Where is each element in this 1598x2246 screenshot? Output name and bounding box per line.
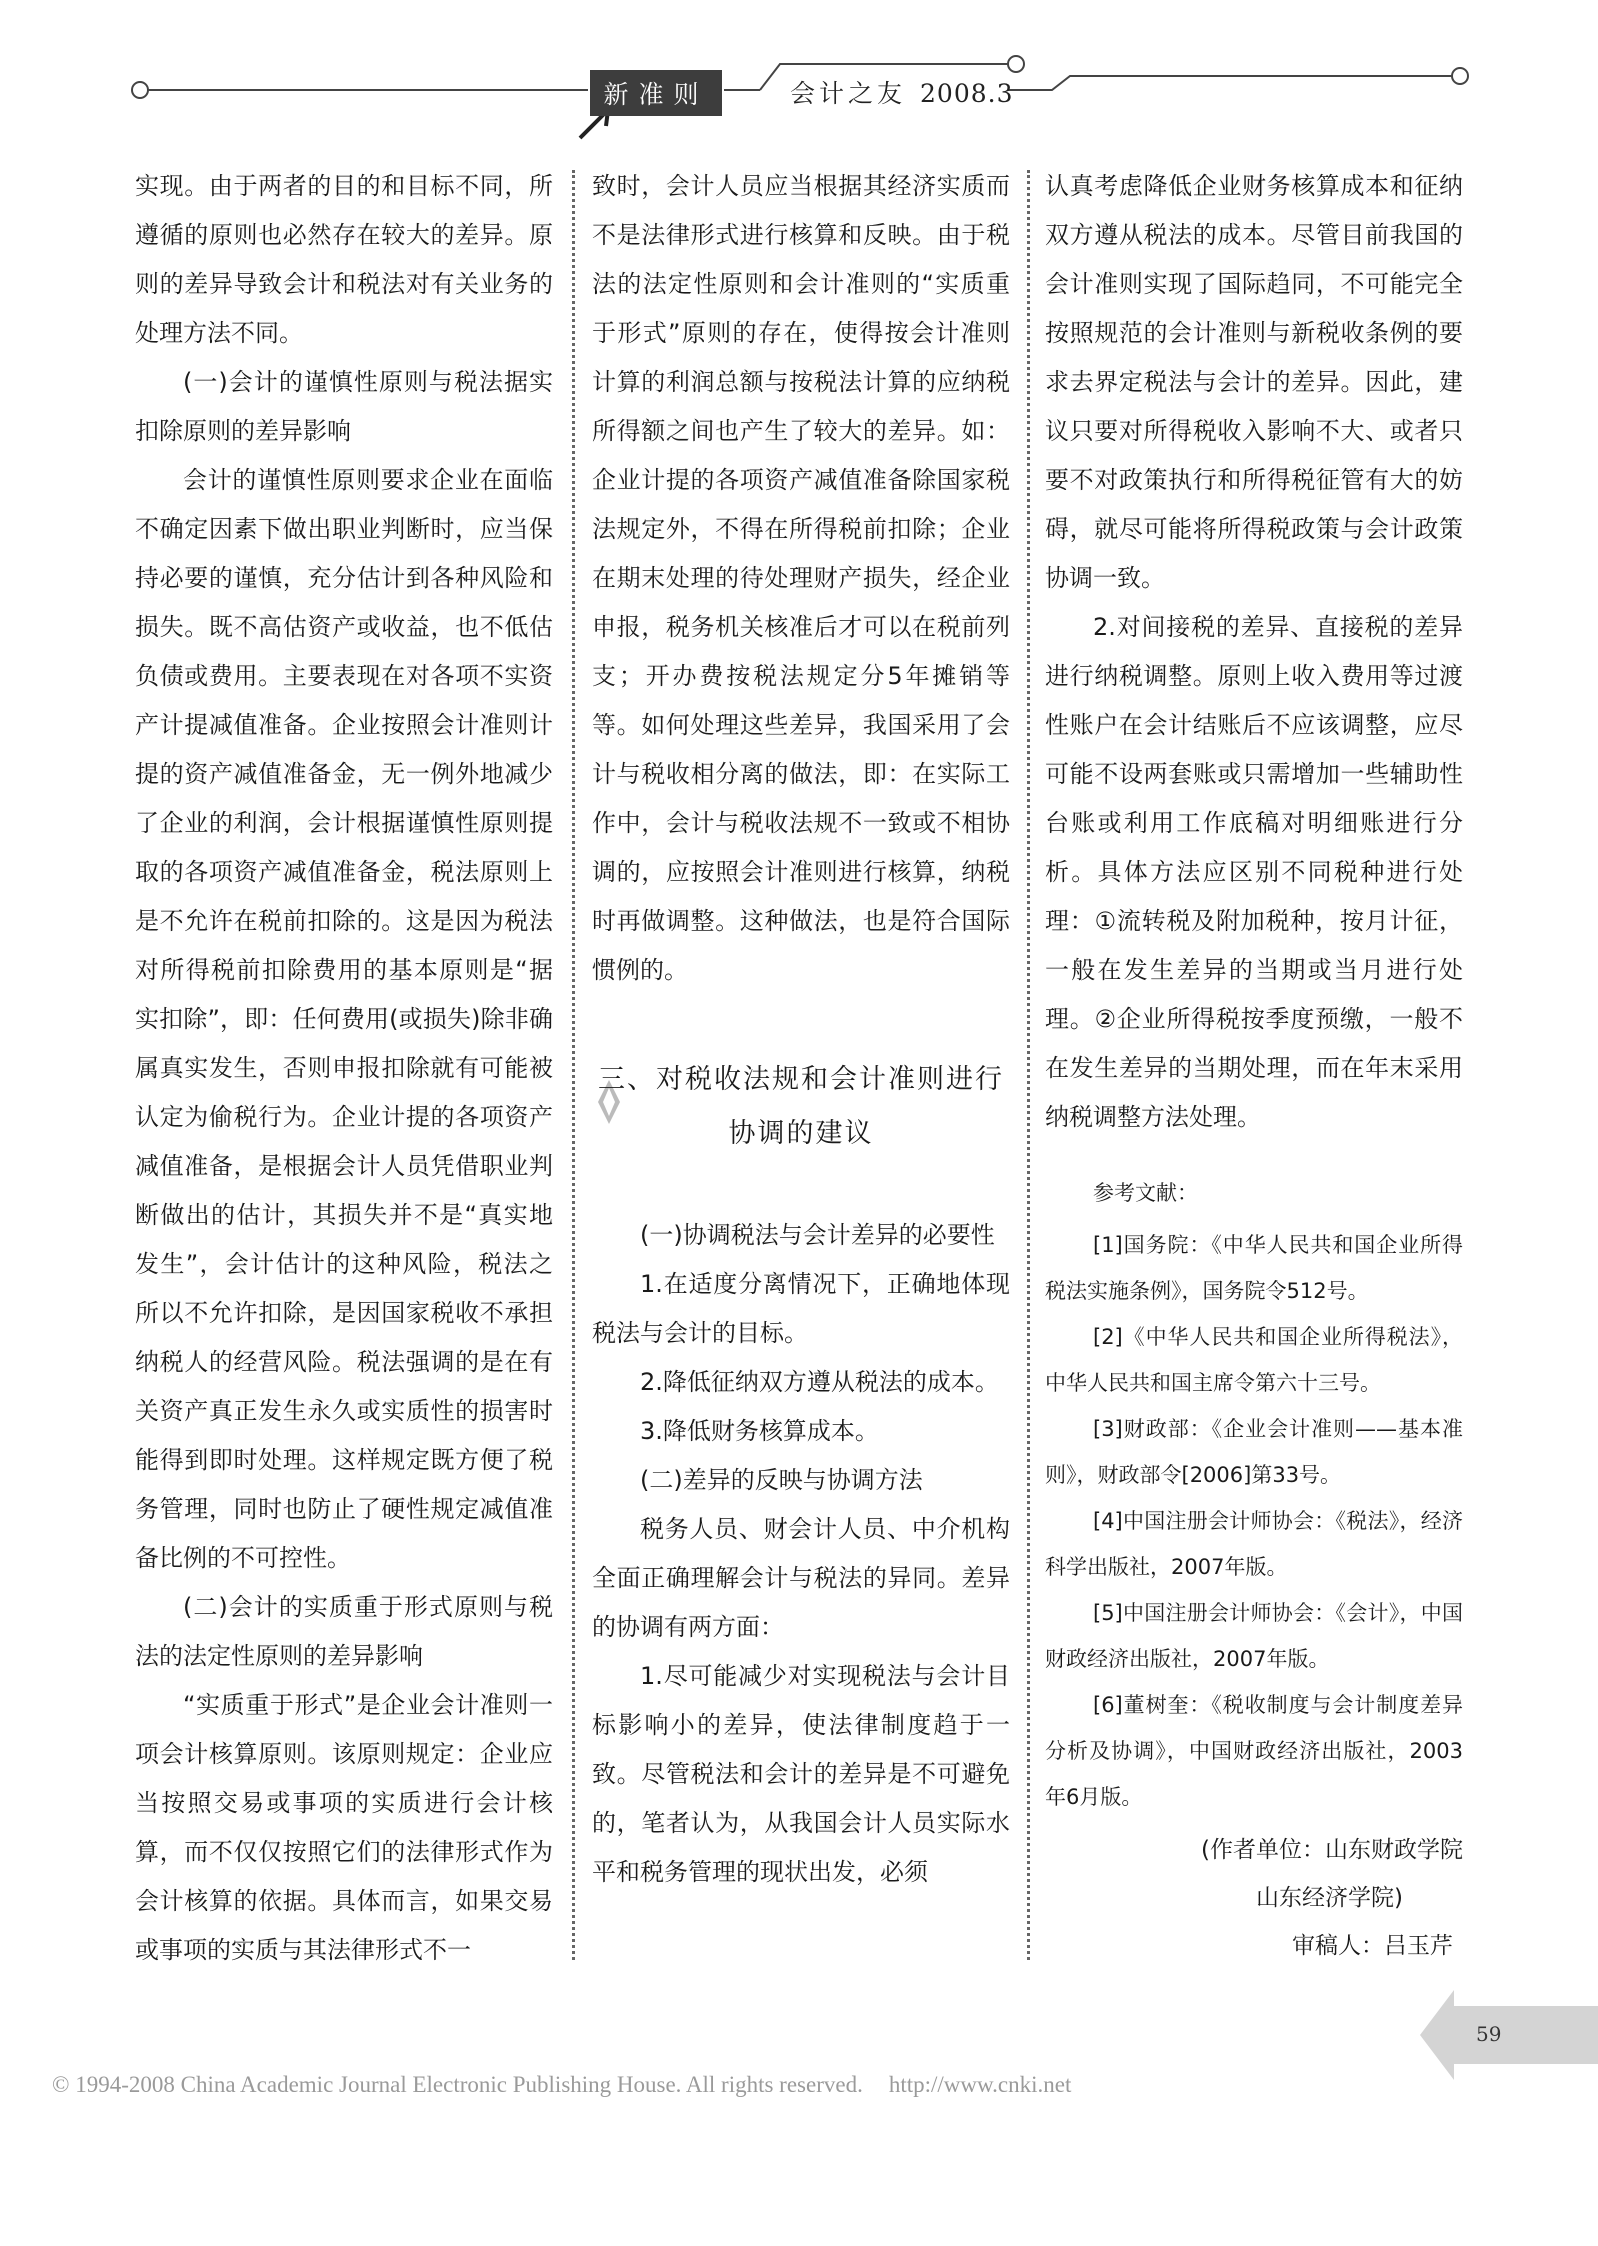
reference-item: [1]国务院：《中华人民共和国企业所得税法实施条例》，国务院令512号。	[1045, 1233, 1463, 1303]
subsection-heading: (一)会计的谨慎性原则与税法据实扣除原则的差异影响	[135, 368, 553, 445]
copyright-footer	[52, 2072, 1071, 2098]
footer-url[interactable]: http://www.cnki.net	[888, 2072, 1072, 2097]
paragraph: 实现。由于两者的目的和目标不同，所遵循的原则也必然存在较大的差异。原则的差异导致会计和税法对有关业务的处理方法不同。	[135, 172, 553, 347]
subsection-heading: (二)会计的实质重于形式原则与税法的法定性原则的差异影响	[135, 1593, 553, 1670]
paragraph: 会计的谨慎性原则要求企业在面临不确定因素下做出职业判断时，应当保持必要的谨慎，充分估计到各种风险和损失。既不高估资产或收益，也不低估负债或费用。主要表现在对各项不实资产计提减值准备。企业按照会计准则计提的资产减值准备金，无一例外地减少了企业的利润，会计根据谨慎性原则提取的各项资产减值准备金，税法原则上是不允许在税前扣除的。这是因为税法对所得税前扣除费用的基本原则是“据实扣除”，即：任何费用(或损失)除非确属真实发生，否则申报扣除就有可能被认定为偷税行为。企业计提的各项资产减值准备，是根据会计人员凭借职业判断做出的估计，其损失并不是“真实地发生”，会计估计的这种风险，税法之所以不允许扣除，是因国家税收不承担纳税人的经营风险。税法强调的是在有关资产真正发生永久或实质性的损害时能得到即时处理。这样规定既方便了税务管理，同时也防止了硬性规定减值准备比例的不可控性。	[135, 466, 553, 1572]
column-divider	[572, 170, 575, 1960]
reference-item: [6]董树奎：《税收制度与会计制度差异分析及协调》，中国财政经济出版社，2003年6月版。	[1045, 1693, 1463, 1809]
author-unit: (作者单位：山东财政学院	[1201, 1837, 1463, 1863]
paragraph: 3.降低财务核算成本。	[640, 1417, 879, 1445]
article-column-2	[592, 162, 1010, 1897]
paragraph: “实质重于形式”是企业会计准则一项会计核算原则。该原则规定：企业应当按照交易或事项的实质进行会计核算，而不仅仅按照它们的法律形式作为会计核算的依据。具体而言，如果交易或事项的实质与其法律形式不一	[135, 1691, 553, 1964]
page-header	[0, 0, 1598, 160]
reference-item: [2]《中华人民共和国企业所得税法》，中华人民共和国主席令第六十三号。	[1045, 1325, 1463, 1395]
copyright-text: © 1994-2008 China Academic Journal Electronic Publishing House. All rights reserved.	[52, 2072, 863, 2097]
reviewer: 审稿人：吕玉芹	[1292, 1933, 1453, 1959]
reference-item: [4]中国注册会计师协会：《税法》，经济科学出版社，2007年版。	[1045, 1509, 1463, 1579]
paragraph: 致时，会计人员应当根据其经济实质而不是法律形式进行核算和反映。由于税法的法定性原则和会计准则的“实质重于形式”原则的存在，使得按会计准则计算的利润总额与按税法计算的应纳税所得额之间也产生了较大的差异。如：企业计提的各项资产减值准备除国家税法规定外，不得在所得税前扣除；企业在期末处理的待处理财产损失，经企业申报，税务机关核准后才可以在税前列支；开办费按税法规定分5年摊销等等。如何处理这些差异，我国采用了会计与税收相分离的做法，即：在实际工作中，会计与税收法规不一致或不相协调的，应按照会计准则进行核算，纳税时再做调整。这种做法，也是符合国际惯例的。	[592, 172, 1010, 984]
section-title: 三、对税收法规和会计准则进行协调的建议	[598, 1064, 1004, 1149]
author-unit-2: 山东经济学院)	[1256, 1885, 1403, 1911]
page-number-arrow-icon	[1420, 1990, 1598, 2080]
subsection-heading: (一)协调税法与会计差异的必要性	[640, 1221, 995, 1249]
issue-number: 2008.3	[920, 79, 1014, 108]
section-label: 新准则	[590, 70, 722, 116]
references-heading: 参考文献：	[1093, 1181, 1198, 1205]
paragraph: 1.在适度分离情况下，正确地体现税法与会计的目标。	[592, 1270, 1010, 1347]
references	[1045, 1170, 1463, 1820]
subsection-heading: (二)差异的反映与协调方法	[640, 1466, 923, 1494]
journal-name: 会计之友	[790, 79, 907, 108]
article-column-1	[135, 162, 553, 1975]
article-column-3	[1045, 162, 1463, 1970]
paragraph: 1.尽可能减少对实现税法与会计目标影响小的差异，使法律制度趋于一致。尽管税法和会计的差异是不可避免的，笔者认为，从我国会计人员实际水平和税务管理的现状出发，必须	[592, 1662, 1010, 1886]
paragraph: 认真考虑降低企业财务核算成本和征纳双方遵从税法的成本。尽管目前我国的会计准则实现了国际趋同，不可能完全按照规范的会计准则与新税收条例的要求去界定税法与会计的差异。因此，建议只要对所得税收入影响不大、或者只要不对政策执行和所得税征管有大的妨碍，就尽可能将所得税政策与会计政策协调一致。	[1045, 172, 1463, 592]
paragraph: 税务人员、财会计人员、中介机构全面正确理解会计与税法的异同。差异的协调有两方面：	[592, 1515, 1010, 1641]
paragraph: 2.对间接税的差异、直接税的差异进行纳税调整。原则上收入费用等过渡性账户在会计结账后不应该调整，应尽可能不设两套账或只需增加一些辅助性台账或利用工作底稿对明细账进行分析。具体方法应区别不同税种进行处理：①流转税及附加税种，按月计征，一般在发生差异的当期或当月进行处理。②企业所得税按季度预缴，一般不在发生差异的当期处理，而在年末采用纳税调整方法处理。	[1045, 613, 1463, 1131]
reference-item: [5]中国注册会计师协会：《会计》，中国财政经济出版社，2007年版。	[1045, 1601, 1463, 1671]
paragraph: 2.降低征纳双方遵从税法的成本。	[640, 1368, 999, 1396]
column-divider	[1027, 170, 1030, 1960]
reference-item: [3]财政部：《企业会计准则——基本准则》，财政部令[2006]第33号。	[1045, 1417, 1463, 1487]
journal-issue	[790, 74, 1014, 110]
page-number: 59	[1476, 2022, 1502, 2046]
